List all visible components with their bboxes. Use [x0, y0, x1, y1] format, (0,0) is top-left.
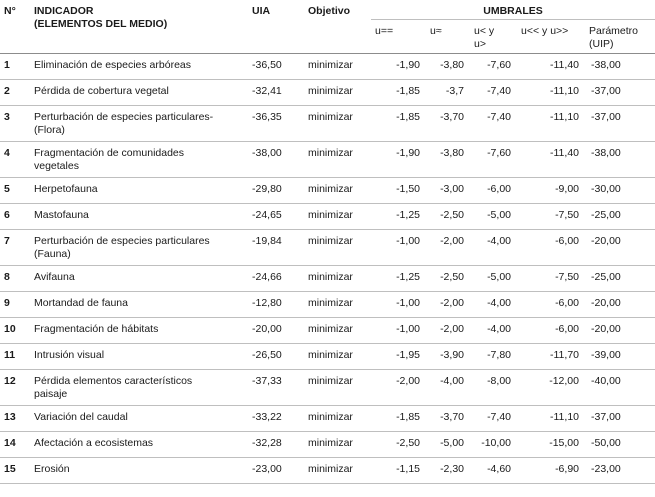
- u-ll-gg-value: -11,10: [517, 80, 585, 106]
- u-ll-gg-value: -7,50: [517, 266, 585, 292]
- u-equal-value: -1,25: [371, 266, 426, 292]
- uia-value: -23,00: [248, 458, 304, 484]
- header-u-lt-gt-line1: u< y: [474, 25, 495, 37]
- u-ll-gg-value: -6,00: [517, 318, 585, 344]
- header-no: N°: [0, 0, 30, 54]
- row-number: 14: [0, 432, 30, 458]
- row-number: 6: [0, 204, 30, 230]
- u-lt-gt-value: -7,60: [470, 142, 517, 178]
- uia-value: -26,50: [248, 344, 304, 370]
- u-lt-gt-value: -5,00: [470, 204, 517, 230]
- header-u-approx: u≈: [426, 20, 470, 54]
- indicator-line1: Pérdida de cobertura vegetal: [34, 85, 169, 97]
- u-lt-gt-value: -5,00: [470, 266, 517, 292]
- parametro-value: -40,00: [585, 370, 655, 406]
- u-lt-gt-value: -4,00: [470, 230, 517, 266]
- indicator-line1: Fragmentación de hábitats: [34, 323, 159, 335]
- u-lt-gt-value: -8,00: [470, 370, 517, 406]
- header-u-ll-gg: u<< y u>>: [517, 20, 585, 54]
- u-approx-value: -2,00: [426, 230, 470, 266]
- indicator-line1: Erosión: [34, 463, 70, 475]
- u-equal-value: -1,85: [371, 80, 426, 106]
- table-row: [0, 266, 655, 292]
- u-lt-gt-value: -7,40: [470, 106, 517, 142]
- header-umbrales: UMBRALES: [371, 0, 655, 20]
- objetivo-value: minimizar: [304, 318, 371, 344]
- row-number: 13: [0, 406, 30, 432]
- u-approx-value: -4,00: [426, 370, 470, 406]
- u-equal-value: -1,00: [371, 230, 426, 266]
- row-number: 2: [0, 80, 30, 106]
- u-ll-gg-value: -6,00: [517, 230, 585, 266]
- indicator-cell: [30, 370, 248, 406]
- u-ll-gg-value: -6,90: [517, 458, 585, 484]
- u-lt-gt-value: -4,00: [470, 318, 517, 344]
- objetivo-value: minimizar: [304, 292, 371, 318]
- u-equal-value: -1,15: [371, 458, 426, 484]
- uia-value: -38,00: [248, 142, 304, 178]
- table-row: [0, 106, 655, 142]
- row-number: 12: [0, 370, 30, 406]
- row-number: 10: [0, 318, 30, 344]
- parametro-value: -23,00: [585, 458, 655, 484]
- uia-value: -29,80: [248, 178, 304, 204]
- u-lt-gt-value: -10,00: [470, 432, 517, 458]
- u-approx-value: -3,70: [426, 106, 470, 142]
- parametro-value: -20,00: [585, 230, 655, 266]
- indicator-line1: Variación del caudal: [34, 411, 128, 423]
- u-ll-gg-value: -11,70: [517, 344, 585, 370]
- u-approx-value: -3,90: [426, 344, 470, 370]
- indicator-cell: [30, 54, 248, 80]
- table-row: [0, 230, 655, 266]
- row-number: 7: [0, 230, 30, 266]
- u-approx-value: -3,80: [426, 142, 470, 178]
- u-approx-value: -5,00: [426, 432, 470, 458]
- indicator-line1: Perturbación de especies particulares: [34, 235, 210, 247]
- table-row: [0, 344, 655, 370]
- u-approx-value: -2,50: [426, 266, 470, 292]
- row-number: 15: [0, 458, 30, 484]
- objetivo-value: minimizar: [304, 230, 371, 266]
- u-approx-value: -3,70: [426, 406, 470, 432]
- table-row: [0, 370, 655, 406]
- table-row: [0, 406, 655, 432]
- parametro-value: -25,00: [585, 266, 655, 292]
- u-equal-value: -1,85: [371, 106, 426, 142]
- table-row: [0, 432, 655, 458]
- indicator-line1: Mastofauna: [34, 209, 89, 221]
- header-uia: UIA: [248, 0, 304, 54]
- indicator-cell: [30, 458, 248, 484]
- row-number: 11: [0, 344, 30, 370]
- header-indicator: [30, 0, 248, 54]
- row-number: 4: [0, 142, 30, 178]
- u-lt-gt-value: -4,60: [470, 458, 517, 484]
- u-lt-gt-value: -7,40: [470, 80, 517, 106]
- row-number: 3: [0, 106, 30, 142]
- indicator-line2: (Fauna): [34, 248, 71, 260]
- u-ll-gg-value: -7,50: [517, 204, 585, 230]
- u-lt-gt-value: -4,00: [470, 292, 517, 318]
- u-approx-value: -2,50: [426, 204, 470, 230]
- u-ll-gg-value: -11,10: [517, 406, 585, 432]
- indicator-cell: [30, 178, 248, 204]
- header-u-lt-gt-line2: u>: [474, 38, 486, 50]
- row-number: 9: [0, 292, 30, 318]
- u-equal-value: -1,85: [371, 406, 426, 432]
- indicator-line1: Intrusión visual: [34, 349, 105, 361]
- u-ll-gg-value: -12,00: [517, 370, 585, 406]
- u-approx-value: -3,7: [426, 80, 470, 106]
- u-ll-gg-value: -11,40: [517, 54, 585, 80]
- u-equal-value: -1,25: [371, 204, 426, 230]
- parametro-value: -37,00: [585, 406, 655, 432]
- header-indicator-line1: INDICADOR: [34, 5, 94, 17]
- uia-value: -37,33: [248, 370, 304, 406]
- indicator-cell: [30, 266, 248, 292]
- table-row: [0, 80, 655, 106]
- header-parametro-line1: Parámetro: [589, 25, 639, 37]
- table-body: [0, 54, 655, 484]
- u-equal-value: -2,00: [371, 370, 426, 406]
- header-row-1: [0, 0, 655, 20]
- parametro-value: -50,00: [585, 432, 655, 458]
- indicator-cell: [30, 230, 248, 266]
- indicator-line1: Herpetofauna: [34, 183, 98, 195]
- objetivo-value: minimizar: [304, 406, 371, 432]
- uia-value: -33,22: [248, 406, 304, 432]
- indicator-line2: (Flora): [34, 124, 65, 136]
- uia-value: -36,35: [248, 106, 304, 142]
- u-ll-gg-value: -6,00: [517, 292, 585, 318]
- objetivo-value: minimizar: [304, 370, 371, 406]
- table-row: [0, 318, 655, 344]
- indicator-cell: [30, 344, 248, 370]
- uia-value: -12,80: [248, 292, 304, 318]
- parametro-value: -37,00: [585, 80, 655, 106]
- u-ll-gg-value: -15,00: [517, 432, 585, 458]
- u-lt-gt-value: -7,80: [470, 344, 517, 370]
- u-approx-value: -3,80: [426, 54, 470, 80]
- uia-value: -32,28: [248, 432, 304, 458]
- uia-value: -24,66: [248, 266, 304, 292]
- table-row: [0, 54, 655, 80]
- u-approx-value: -2,30: [426, 458, 470, 484]
- u-approx-value: -2,00: [426, 318, 470, 344]
- u-equal-value: -1,90: [371, 54, 426, 80]
- uia-value: -32,41: [248, 80, 304, 106]
- row-number: 1: [0, 54, 30, 80]
- table-row: [0, 204, 655, 230]
- indicator-line1: Fragmentación de comunidades: [34, 147, 185, 159]
- u-lt-gt-value: -7,40: [470, 406, 517, 432]
- uia-value: -19,84: [248, 230, 304, 266]
- u-equal-value: -1,90: [371, 142, 426, 178]
- objetivo-value: minimizar: [304, 344, 371, 370]
- objetivo-value: minimizar: [304, 178, 371, 204]
- indicator-cell: [30, 406, 248, 432]
- objetivo-value: minimizar: [304, 204, 371, 230]
- u-approx-value: -2,00: [426, 292, 470, 318]
- indicator-cell: [30, 432, 248, 458]
- header-parametro: [585, 20, 655, 54]
- objetivo-value: minimizar: [304, 432, 371, 458]
- parametro-value: -37,00: [585, 106, 655, 142]
- objetivo-value: minimizar: [304, 54, 371, 80]
- indicator-cell: [30, 318, 248, 344]
- uia-value: -20,00: [248, 318, 304, 344]
- u-equal-value: -1,00: [371, 292, 426, 318]
- indicator-line2: paisaje: [34, 388, 68, 400]
- parametro-value: -39,00: [585, 344, 655, 370]
- header-u-lt-gt: [470, 20, 517, 54]
- parametro-value: -38,00: [585, 54, 655, 80]
- table-row: [0, 142, 655, 178]
- u-equal-value: -2,50: [371, 432, 426, 458]
- indicator-cell: [30, 80, 248, 106]
- indicator-line1: Avifauna: [34, 271, 75, 283]
- indicator-cell: [30, 292, 248, 318]
- objetivo-value: minimizar: [304, 142, 371, 178]
- u-equal-value: -1,50: [371, 178, 426, 204]
- parametro-value: -20,00: [585, 318, 655, 344]
- table-row: [0, 292, 655, 318]
- u-lt-gt-value: -6,00: [470, 178, 517, 204]
- u-equal-value: -1,00: [371, 318, 426, 344]
- indicator-cell: [30, 106, 248, 142]
- indicator-line1: Pérdida elementos característicos: [34, 375, 193, 387]
- u-approx-value: -3,00: [426, 178, 470, 204]
- objetivo-value: minimizar: [304, 80, 371, 106]
- table-row: [0, 178, 655, 204]
- objetivo-value: minimizar: [304, 458, 371, 484]
- objetivo-value: minimizar: [304, 266, 371, 292]
- indicator-line1: Mortandad de fauna: [34, 297, 128, 309]
- table-row: [0, 458, 655, 484]
- parametro-value: -20,00: [585, 292, 655, 318]
- u-ll-gg-value: -11,10: [517, 106, 585, 142]
- indicator-line1: Perturbación de especies particulares-: [34, 111, 214, 123]
- u-ll-gg-value: -11,40: [517, 142, 585, 178]
- parametro-value: -38,00: [585, 142, 655, 178]
- uia-value: -36,50: [248, 54, 304, 80]
- u-ll-gg-value: -9,00: [517, 178, 585, 204]
- header-parametro-line2: (UIP): [589, 38, 614, 50]
- header-u-equal: u==: [371, 20, 426, 54]
- indicator-cell: [30, 142, 248, 178]
- parametro-value: -30,00: [585, 178, 655, 204]
- row-number: 5: [0, 178, 30, 204]
- indicator-line2: vegetales: [34, 160, 79, 172]
- objetivo-value: minimizar: [304, 106, 371, 142]
- header-objetivo: Objetivo: [304, 0, 371, 54]
- u-lt-gt-value: -7,60: [470, 54, 517, 80]
- header-indicator-line2: (ELEMENTOS DEL MEDIO): [34, 18, 168, 30]
- u-equal-value: -1,95: [371, 344, 426, 370]
- indicator-line1: Afectación a ecosistemas: [34, 437, 154, 449]
- indicator-line1: Eliminación de especies arbóreas: [34, 59, 192, 71]
- row-number: 8: [0, 266, 30, 292]
- indicator-cell: [30, 204, 248, 230]
- parametro-value: -25,00: [585, 204, 655, 230]
- uia-value: -24,65: [248, 204, 304, 230]
